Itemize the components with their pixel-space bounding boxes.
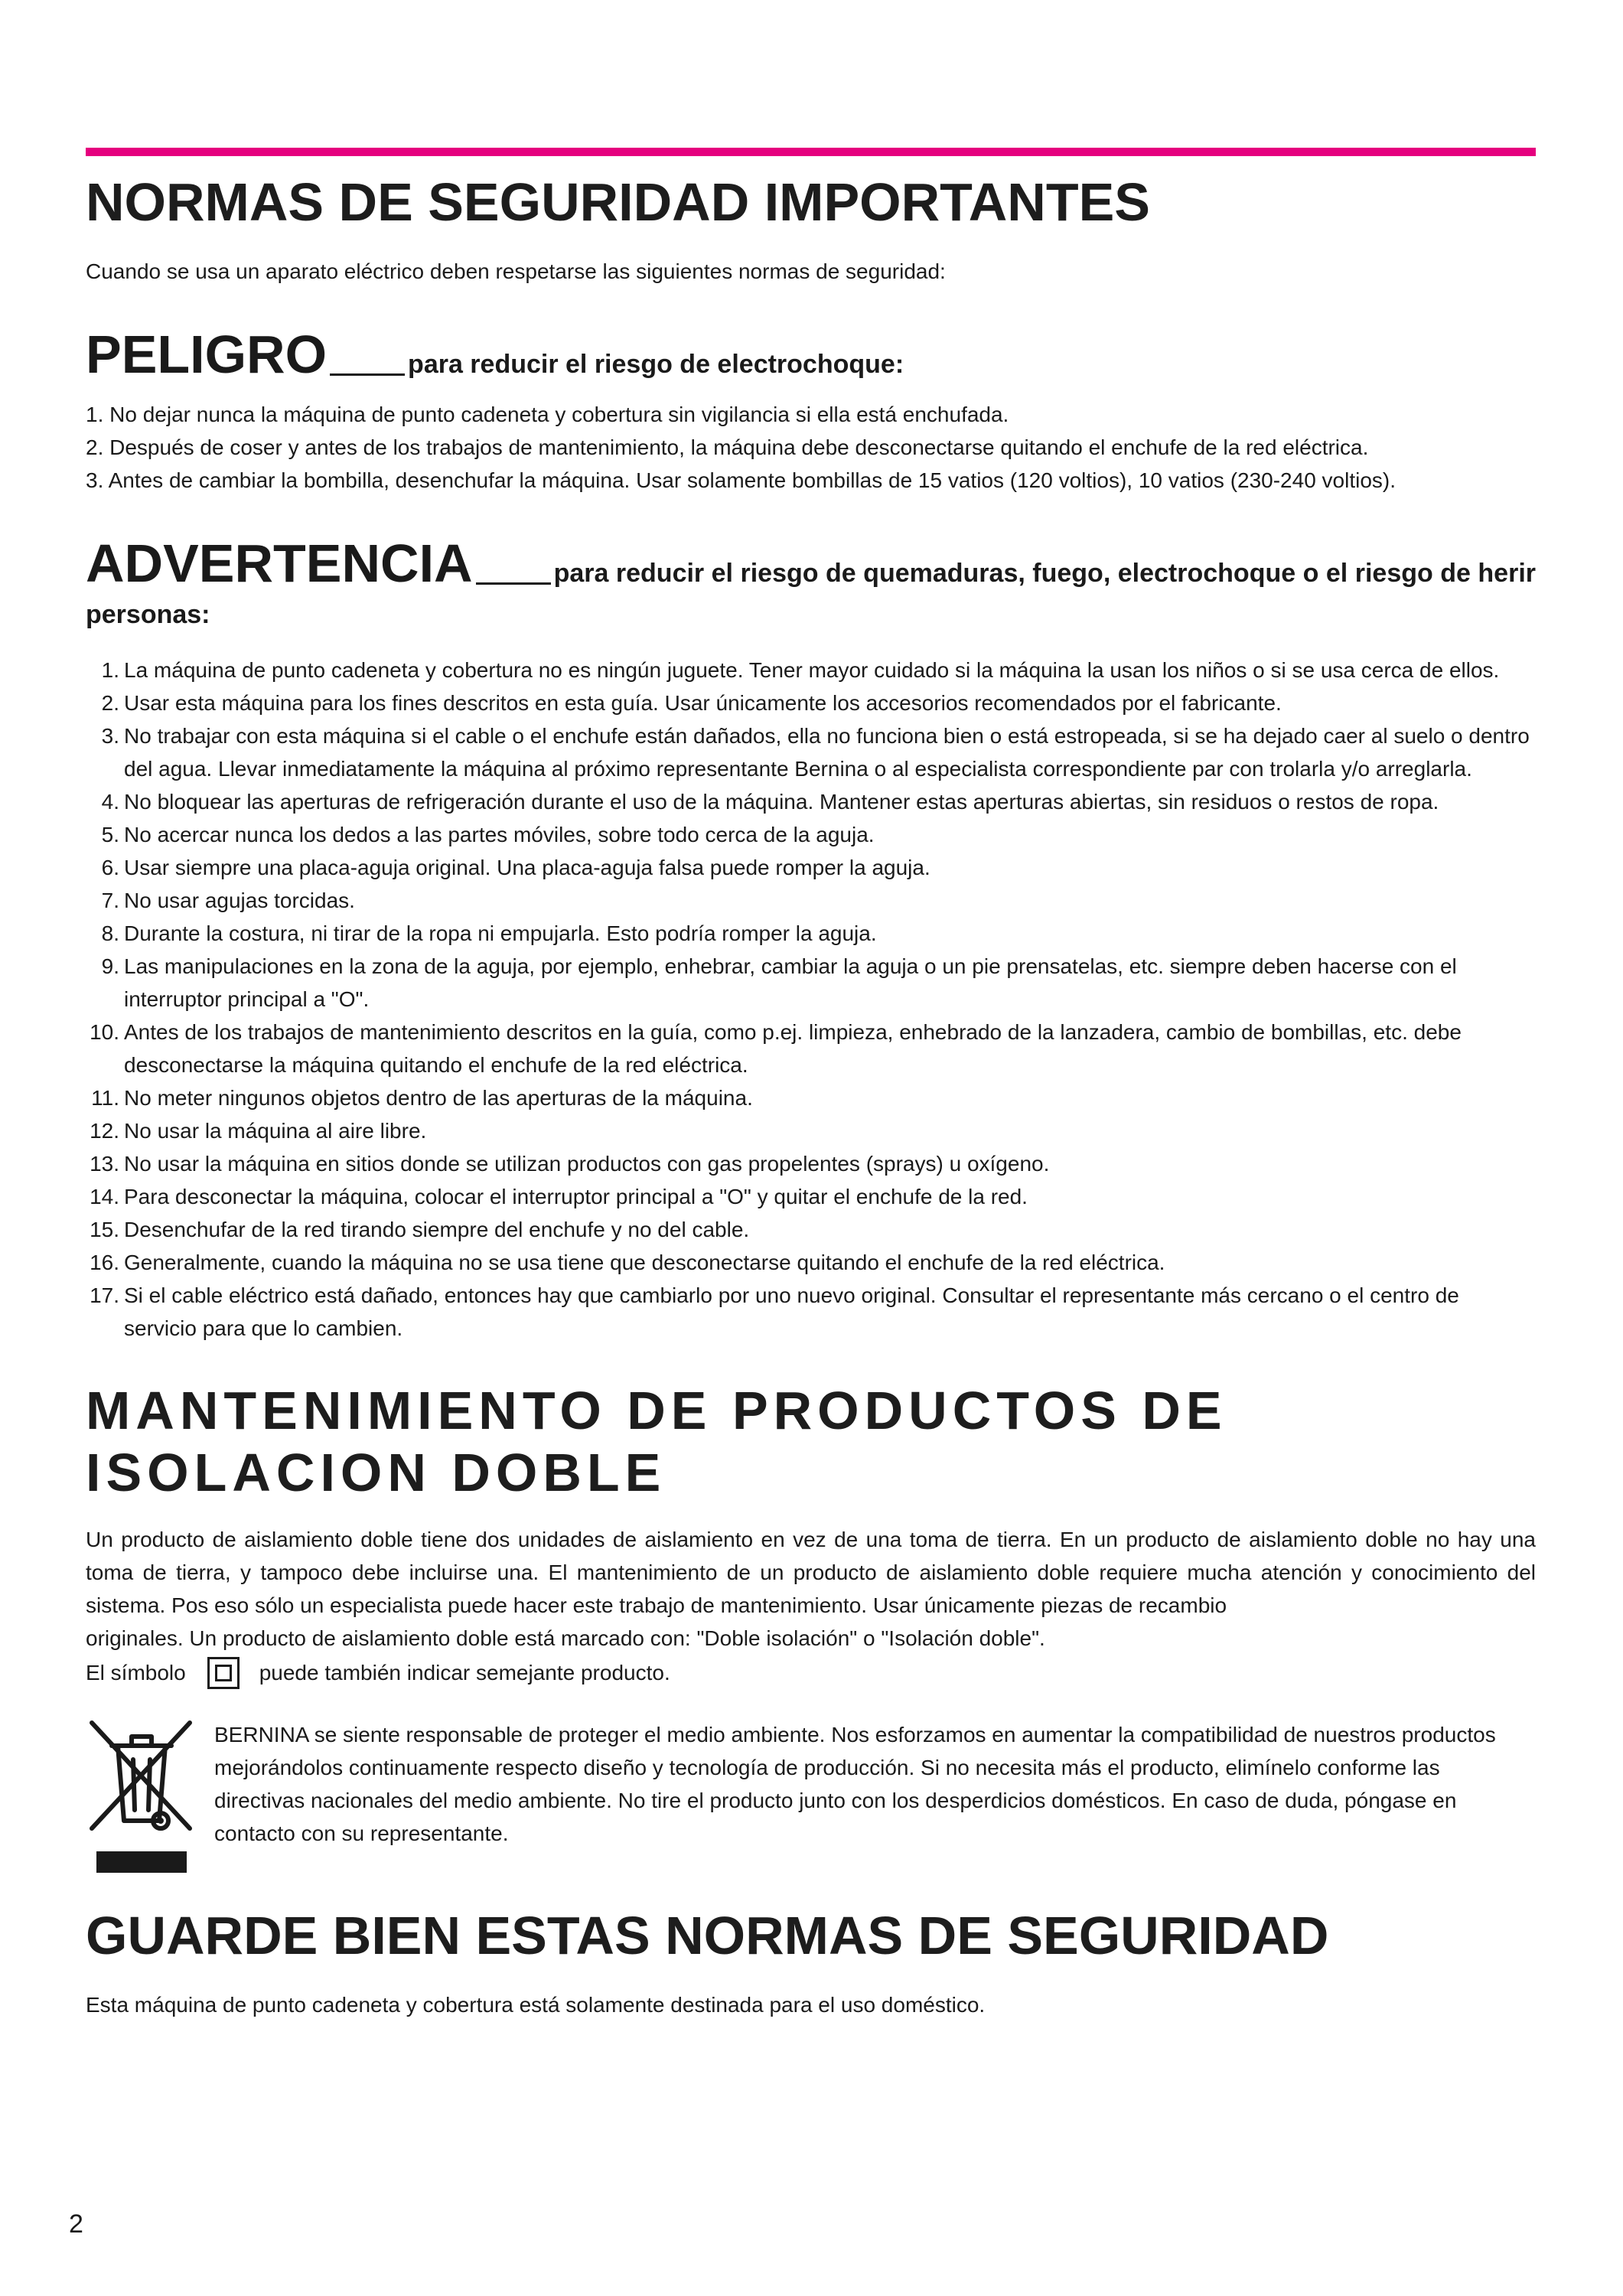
heading-underline [330, 373, 405, 376]
danger-heading [86, 324, 1536, 384]
symbol-label: El símbolo [86, 1661, 186, 1685]
list-item: 1. La máquina de punto cadeneta y cobertura no es ningún juguete. Tener mayor cuidado si la máquina la usan los niños o si se usa cerca de ellos. [101, 658, 1500, 683]
symbol-line [86, 1656, 1536, 1689]
page-number: 2 [69, 2210, 83, 2239]
warning-word: ADVERTENCIA [86, 533, 473, 593]
warning-list [86, 654, 1536, 1345]
environment-section [86, 1715, 1536, 1876]
list-item: 15. Desenchufar de la red tirando siempre del enchufe y no del cable. [90, 1218, 750, 1242]
list-item: 3. No trabajar con esta máquina si el cable o el enchufe están dañados, ella no funciona bien o está estropeada, si se ha dejado caer al suelo o dentro del agua. Llevar inmediatamente la máquina al próximo representante Bernina o al especialista correspondiente par con trolarla y/o arreglarla. [101, 724, 1530, 781]
warning-heading [86, 533, 1536, 636]
list-item: 12. No usar la máquina al aire libre. [90, 1119, 427, 1143]
symbol-description: puede también indicar semejante producto. [259, 1661, 670, 1685]
heading-underline [476, 582, 551, 585]
danger-word: PELIGRO [86, 324, 328, 384]
double-insulation-icon [207, 1657, 240, 1689]
maintenance-title: MANTENIMIENTO DE PRODUCTOS DE ISOLACION DOBLE [86, 1381, 1227, 1502]
list-item: 13. No usar la máquina en sitios donde se utilizan productos con gas propelentes (sprays) u oxígeno. [90, 1152, 1050, 1176]
list-item: 10. Antes de los trabajos de mantenimiento descritos en la guía, como p.ej. limpieza, enhebrado de la lanzadera, cambio de bombillas, etc. debe desconectarse la máquina quitando el enchufe de la red eléctrica. [90, 1020, 1462, 1078]
maintenance-paragraph: Un producto de aislamiento doble tiene dos unidades de aislamiento en vez de una toma de tierra. En un producto de aislamiento doble no hay una toma de tierra, y tampoco debe incluirse una. El mantenimiento de un producto de aislamiento doble requiere mucha atención y conocimiento del sistema. Pos eso sólo un especialista puede hacer este trabajo de mantenimiento. Usar únicamente piezas de recambio [86, 1528, 1536, 1618]
list-item: 14. Para desconectar la máquina, colocar el interruptor principal a "O" y quitar el enchufe de la red. [90, 1185, 1028, 1209]
closing-text: Esta máquina de punto cadeneta y cobertura está solamente destinada para el uso doméstico. [86, 1992, 986, 2017]
warning-subtitle: para reducir el riesgo de quemaduras, fuego, electrochoque o el riesgo de herir personas: [86, 558, 1536, 630]
list-item: 2. Usar esta máquina para los fines descritos en esta guía. Usar únicamente los accesorios recomendados por el fabricante. [101, 691, 1282, 716]
list-item: 4. No bloquear las aperturas de refrigeración durante el uso de la máquina. Mantener estas aperturas abiertas, sin residuos o restos de ropa. [101, 790, 1439, 814]
closing-title: GUARDE BIEN ESTAS NORMAS DE SEGURIDAD [86, 1906, 1329, 1966]
list-item: 16. Generalmente, cuando la máquina no se usa tiene que desconectarse quitando el enchufe de la red eléctrica. [90, 1251, 1165, 1275]
page-title: NORMAS DE SEGURIDAD IMPORTANTES [86, 172, 1150, 232]
content [86, 171, 1536, 2017]
list-item: 17. Si el cable eléctrico está dañado, entonces hay que cambiarlo por uno nuevo original. Consultar el representante más cercano o el centro de servicio para que lo cambien. [90, 1283, 1459, 1341]
crossed-out-bin-icon [86, 1715, 197, 1876]
list-item: 5. No acercar nunca los dedos a las partes móviles, sobre todo cerca de la aguja. [101, 823, 875, 847]
list-item: 7. No usar agujas torcidas. [101, 889, 355, 913]
danger-list [86, 398, 1536, 497]
list-item: 11. No meter ningunos objetos dentro de las aperturas de la máquina. [91, 1086, 753, 1110]
intro-text: Cuando se usa un aparato eléctrico deben respetarse las siguientes normas de seguridad: [86, 259, 946, 283]
list-item: 2. Después de coser y antes de los trabajos de mantenimiento, la máquina debe desconectarse quitando el enchufe de la red eléctrica. [86, 435, 1369, 459]
list-item: 9. Las manipulaciones en la zona de la aguja, por ejemplo, enhebrar, cambiar la aguja o un pie prensatelas, etc. siempre deben hacerse con el interruptor principal a "O". [101, 954, 1457, 1012]
list-item: 6. Usar siempre una placa-aguja original. Una placa-aguja falsa puede romper la aguja. [101, 856, 930, 880]
environment-text: BERNINA se siente responsable de proteger el medio ambiente. Nos esforzamos en aumentar la compatibilidad de nuestros productos mejorándolos continuamente respecto diseño y tecnología de producción. Si no necesita más el producto, elimínelo conforme las directivas nacionales del medio ambiente. No tire el producto junto con los desperdicios domésticos. En caso de duda, póngase en contacto con su representante. [214, 1723, 1496, 1846]
maintenance-paragraph-end: originales. Un producto de aislamiento doble está marcado con: "Doble isolación" o "Isolación doble". [86, 1626, 1045, 1651]
list-item: 1. No dejar nunca la máquina de punto cadeneta y cobertura sin vigilancia si ella está enchufada. [86, 402, 1009, 426]
list-item: 8. Durante la costura, ni tirar de la ropa ni empujarla. Esto podría romper la aguja. [101, 921, 877, 946]
danger-subtitle: para reducir el riesgo de electrochoque: [408, 349, 904, 379]
accent-rule [86, 148, 1536, 156]
list-item: 3. Antes de cambiar la bombilla, desenchufar la máquina. Usar solamente bombillas de 15 vatios (120 voltios), 10 vatios (230-240 voltios). [86, 468, 1396, 492]
